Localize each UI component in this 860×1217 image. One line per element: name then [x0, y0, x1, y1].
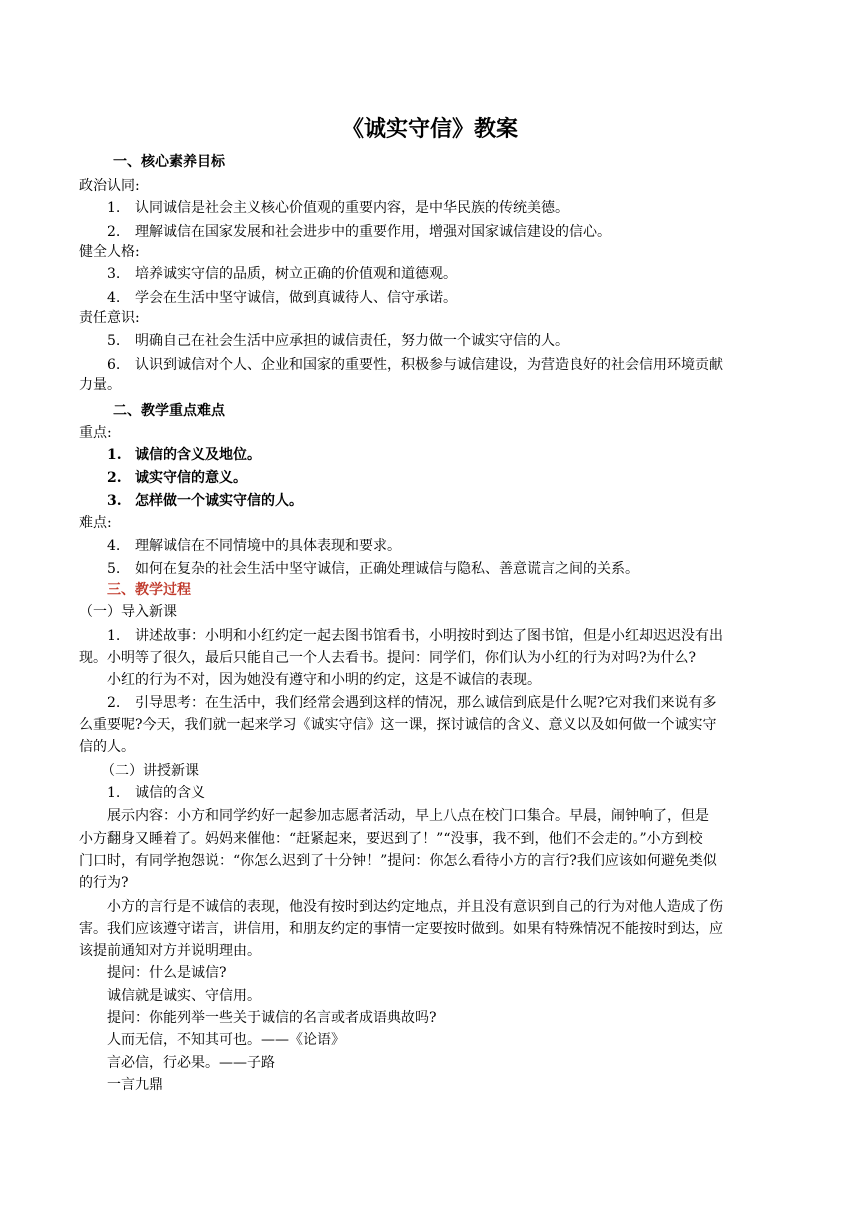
paragraph-line: 小方的言行是不诚信的表现，他没有按时到达约定地点，并且没有意识到自己的行为对他人造成了伤	[107, 899, 723, 915]
subsection-heading: （二）讲授新课	[101, 763, 199, 779]
subsection-heading: （一）导入新课	[79, 604, 177, 620]
item-text: 认同诚信是社会主义核心价值观的重要内容，是中华民族的传统美德。	[135, 200, 569, 216]
item-number: 5.	[107, 333, 121, 349]
list-item	[107, 264, 781, 284]
item-number: 1.	[107, 785, 121, 801]
item-number: 4.	[107, 290, 121, 306]
difficulties-label: 难点:	[79, 515, 112, 531]
paragraph-line: 害。我们应该遵守诺言，讲信用，和朋友约定的事情一定要按时做到。如果有特殊情况不能按时到达，应	[79, 921, 723, 937]
list-item	[107, 222, 781, 242]
paragraph-line: 该提前通知对方并说明理由。	[79, 943, 261, 959]
list-item	[107, 288, 781, 308]
item-text: 诚实守信的意义。	[135, 470, 247, 486]
item-text: 明确自己在社会生活中应承担的诚信责任，努力做一个诚实守信的人。	[135, 333, 569, 349]
item-continuation: 力量。	[79, 377, 121, 393]
paragraph-line	[107, 626, 781, 646]
list-item	[107, 559, 781, 579]
item-number: 6.	[107, 357, 121, 373]
line-text: 讲述故事：小明和小红约定一起去图书馆看书，小明按时到达了图书馆，但是小红却迟迟没有出	[135, 628, 723, 644]
item-number: 2.	[107, 470, 122, 486]
answer-line: 诚信就是诚实、守信用。	[107, 988, 261, 1004]
group-label: 健全人格:	[79, 244, 140, 260]
paragraph-line: 小方翻身又睡着了。妈妈来催他：“赶紧起来，要迟到了！”“没事，我不到，他们不会走的。”小方到校	[79, 831, 703, 847]
list-item	[107, 198, 781, 218]
item-text: 怎样做一个诚实守信的人。	[135, 493, 303, 509]
item-number: 5.	[107, 561, 121, 577]
paragraph-line: 的行为?	[79, 875, 129, 891]
list-item	[107, 491, 781, 511]
question-line: 提问：你能列举一些关于诚信的名言或者成语典故吗?	[107, 1010, 437, 1026]
item-number: 2.	[107, 224, 121, 240]
item-text: 培养诚实守信的品质，树立正确的价值观和道德观。	[135, 266, 457, 282]
key-points-label: 重点:	[79, 425, 112, 441]
answer-line: 人而无信，不知其可也。——《论语》	[107, 1032, 345, 1048]
paragraph-line: 现。小明等了很久，最后只能自己一个人去看书。提问：同学们，你们认为小红的行为对吗?为什么?	[79, 650, 697, 666]
item-text: 理解诚信在国家发展和社会进步中的重要作用，增强对国家诚信建设的信心。	[135, 224, 611, 240]
item-text: 学会在生活中坚守诚信，做到真诚待人、信守承诺。	[135, 290, 457, 306]
item-number: 3.	[107, 266, 121, 282]
answer-line: 一言九鼎	[107, 1077, 163, 1093]
paragraph-line: 信的人。	[79, 739, 135, 755]
question-line: 提问：什么是诚信?	[107, 965, 227, 981]
paragraph-line	[107, 693, 781, 713]
item-number: 1.	[107, 200, 121, 216]
line-text: 引导思考：在生活中，我们经常会遇到这样的情况，那么诚信到底是什么呢?它对我们来说有多	[135, 695, 717, 711]
document-title: 《诚实守信》教案	[341, 116, 518, 142]
answer-line: 言必信，行必果。——子路	[107, 1055, 275, 1071]
item-text: 理解诚信在不同情境中的具体表现和要求。	[135, 538, 401, 554]
section-heading-2: 二、教学重点难点	[113, 403, 225, 419]
section-heading-1: 一、核心素养目标	[113, 154, 225, 170]
paragraph-line: 展示内容：小方和同学约好一起参加志愿者活动，早上八点在校门口集合。早晨，闹钟响了，但是	[107, 808, 709, 824]
item-number: 1.	[107, 628, 121, 644]
item-text: 如何在复杂的社会生活中坚守诚信，正确处理诚信与隐私、善意谎言之间的关系。	[135, 561, 639, 577]
item-text: 诚信的含义及地位。	[135, 447, 261, 463]
paragraph-line: 门口时，有同学抱怨说：“你怎么迟到了十分钟！”提问：你怎么看待小方的言行?我们应该如何避免类似	[79, 853, 717, 869]
item-number: 4.	[107, 538, 121, 554]
item-text: 认识到诚信对个人、企业和国家的重要性，积极参与诚信建设，为营造良好的社会信用环境贡献	[135, 357, 723, 373]
list-item	[107, 468, 781, 488]
item-number: 1.	[107, 447, 122, 463]
paragraph-line	[107, 783, 781, 803]
list-item	[107, 445, 781, 465]
paragraph-line: 么重要呢?今天，我们就一起来学习《诚实守信》这一课，探讨诚信的含义、意义以及如何做一个诚实守	[79, 717, 717, 733]
section-heading-3: 三、教学过程	[107, 582, 191, 598]
line-text: 诚信的含义	[135, 785, 205, 801]
group-label: 责任意识:	[79, 310, 140, 326]
item-number: 3.	[107, 493, 122, 509]
list-item	[107, 536, 781, 556]
list-item	[107, 331, 781, 351]
group-label: 政治认同:	[79, 178, 140, 194]
paragraph-line: 小红的行为不对，因为她没有遵守和小明的约定，这是不诚信的表现。	[107, 672, 541, 688]
list-item	[107, 355, 781, 375]
item-number: 2.	[107, 695, 121, 711]
